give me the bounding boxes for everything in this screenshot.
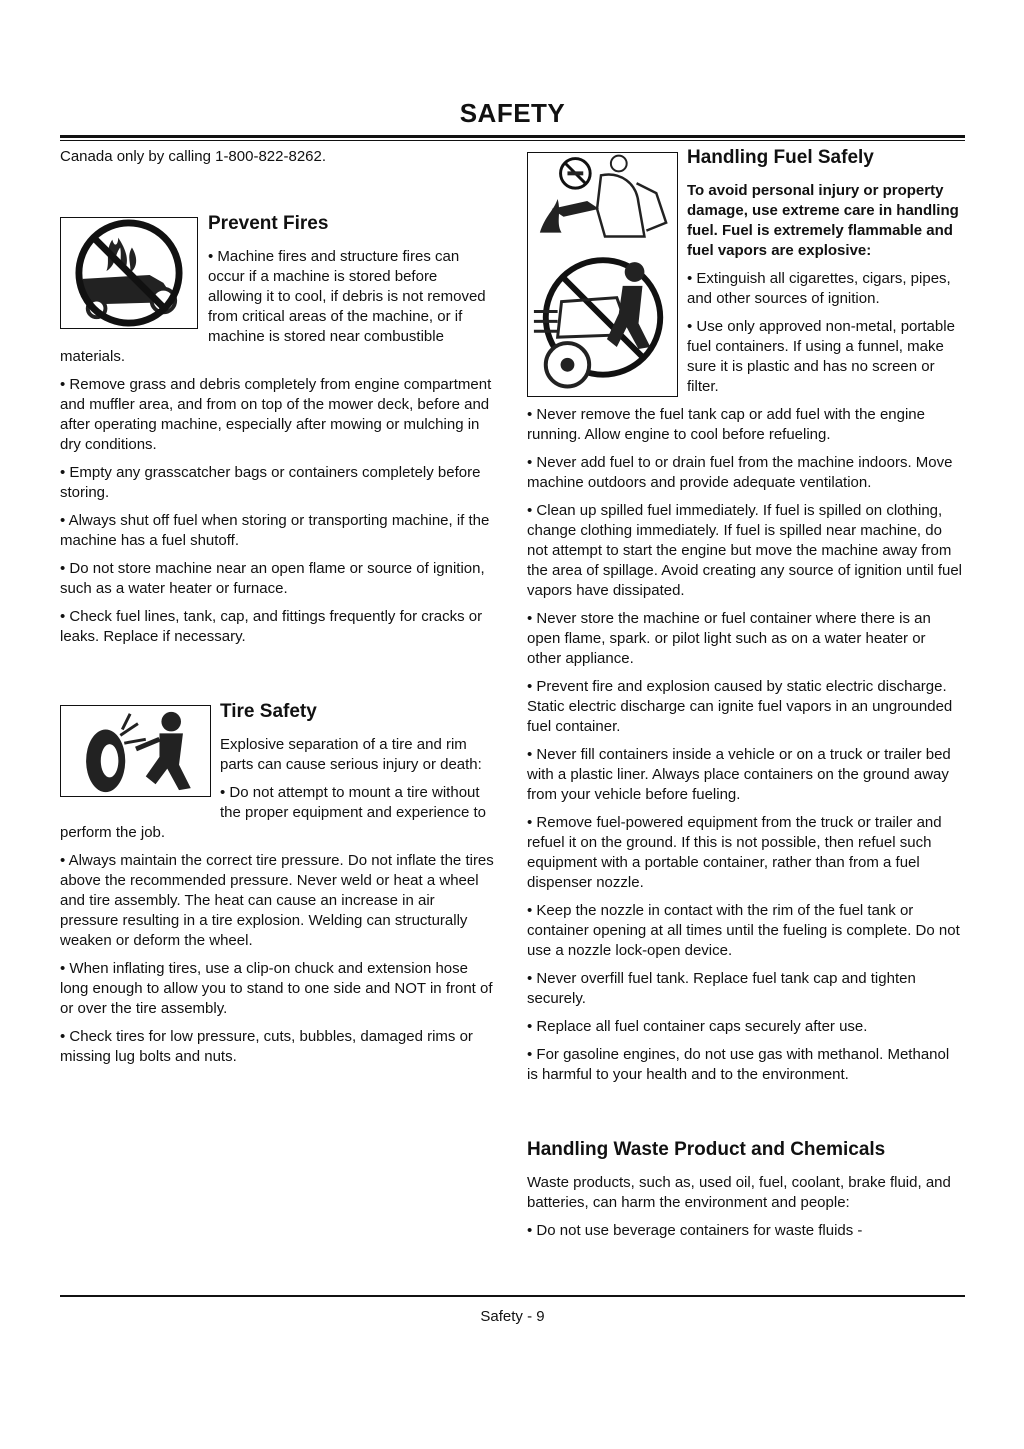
list-item: • For gasoline engines, do not use gas with methanol. Methanol is harmful to your health and to the environment. xyxy=(527,1046,950,1083)
list-item: • Extinguish all cigarettes, cigars, pipes, and other sources of ignition. xyxy=(687,270,951,307)
header-rule xyxy=(60,135,965,141)
list-item: • Never fill containers inside a vehicle or on a truck or trailer bed with a plastic liner. Always place containers on the ground away from your vehicle before fueling. xyxy=(527,746,951,803)
waste-product-heading: Handling Waste Product and Chemicals xyxy=(527,1139,886,1160)
tire-safety-intro: Explosive separation of a tire and rim parts can cause serious injury or death: xyxy=(220,736,482,773)
list-item: • Prevent fire and explosion caused by static electric discharge. Static electric discharge can ignite fuel vapors in an ungrounded fuel container. xyxy=(527,678,953,735)
page-footer xyxy=(60,1295,965,1325)
list-item: • Never add fuel to or drain fuel from the machine indoors. Move machine outdoors and provide adequate ventilation. xyxy=(527,454,953,491)
page-number: Safety - 9 xyxy=(480,1308,545,1325)
list-item: • Empty any grasscatcher bags or containers completely before storing. xyxy=(60,464,481,501)
handling-fuel-section xyxy=(527,147,962,1093)
list-item: • Remove fuel-powered equipment from the truck or trailer and refuel it on the ground. If this is not possible, then refuel such equipment with a portable container, rather than from a fuel dispenser nozzle. xyxy=(527,814,942,891)
list-item: • Use only approved non-metal, portable fuel containers. If using a funnel, make sure it is plastic and has no screen or filter. xyxy=(687,318,955,395)
list-item: • Do not use beverage containers for waste fluids - xyxy=(527,1222,863,1239)
list-item: • Do not attempt to mount a tire without the proper equipment and experience to perform the job. xyxy=(60,784,487,841)
handling-fuel-heading: Handling Fuel Safely xyxy=(687,147,874,168)
list-item: • Remove grass and debris completely from engine compartment and muffler area, and from on top of the mower deck, before and after operating machine, especially after mowing or mulching in dry conditions. xyxy=(60,376,492,453)
fuel-safety-icon xyxy=(527,152,678,397)
list-item: • Check fuel lines, tank, cap, and fittings frequently for cracks or leaks. Replace if necessary. xyxy=(60,608,483,645)
tire-safety-heading: Tire Safety xyxy=(220,701,317,722)
waste-product-section xyxy=(527,1139,962,1249)
page-header xyxy=(60,98,965,141)
continued-text: Canada only by calling 1-800-822-8262. xyxy=(60,148,327,165)
waste-intro: Waste products, such as, used oil, fuel, coolant, brake fluid, and batteries, can harm the environment and people: xyxy=(527,1174,951,1211)
list-item: • Machine fires and structure fires can occur if a machine is stored before allowing it to cool, if debris is not removed from critical areas of the machine, or if machine is stored near combustible materials. xyxy=(60,248,486,365)
left-column xyxy=(60,147,495,1075)
no-fire-mower-icon xyxy=(60,217,198,329)
page-title: SAFETY xyxy=(459,98,566,128)
list-item: • Replace all fuel container caps securely after use. xyxy=(527,1018,868,1035)
prevent-fires-heading: Prevent Fires xyxy=(208,213,329,234)
list-item: • Check tires for low pressure, cuts, bubbles, damaged rims or missing lug bolts and nuts. xyxy=(60,1028,473,1065)
list-item: • Keep the nozzle in contact with the rim of the fuel tank or container opening at all times until the fueling is complete. Do not use a nozzle lock-open device. xyxy=(527,902,960,959)
tire-explosion-icon xyxy=(60,705,211,797)
list-item: • Clean up spilled fuel immediately. If fuel is spilled on clothing, change clothing immediately. If fuel is spilled near machine, do not attempt to start the engine but move the machine away from the area of spillage. Avoid creating any source of ignition until fuel vapors have dissipated. xyxy=(527,502,962,599)
list-item: • Always shut off fuel when storing or transporting machine, if the machine has a fuel shutoff. xyxy=(60,512,490,549)
list-item: • Always maintain the correct tire pressure. Do not inflate the tires above the recommended pressure. Never weld or heat a wheel and tire assembly. The heat can cause an increase in air pressure resulting in a tire explosion. Welding can structurally weaken or deform the wheel. xyxy=(60,852,494,949)
list-item: • When inflating tires, use a clip-on chuck and extension hose long enough to allow you to stand to one side and NOT in front of or over the tire assembly. xyxy=(60,960,493,1017)
list-item: • Never remove the fuel tank cap or add fuel with the engine running. Allow engine to cool before refueling. xyxy=(527,406,925,443)
tire-safety-section xyxy=(60,701,495,1075)
fuel-warning-intro: To avoid personal injury or property damage, use extreme care in handling fuel. Fuel is extremely flammable and fuel vapors are explosive: xyxy=(687,182,959,259)
prevent-fires-section xyxy=(60,213,495,655)
list-item: • Never overfill fuel tank. Replace fuel tank cap and tighten securely. xyxy=(527,970,916,1007)
right-column xyxy=(527,147,962,1249)
list-item: • Never store the machine or fuel container where there is an open flame, spark. or pilot light such as on a water heater or other appliance. xyxy=(527,610,931,667)
list-item: • Do not store machine near an open flame or source of ignition, such as a water heater or furnace. xyxy=(60,560,485,597)
